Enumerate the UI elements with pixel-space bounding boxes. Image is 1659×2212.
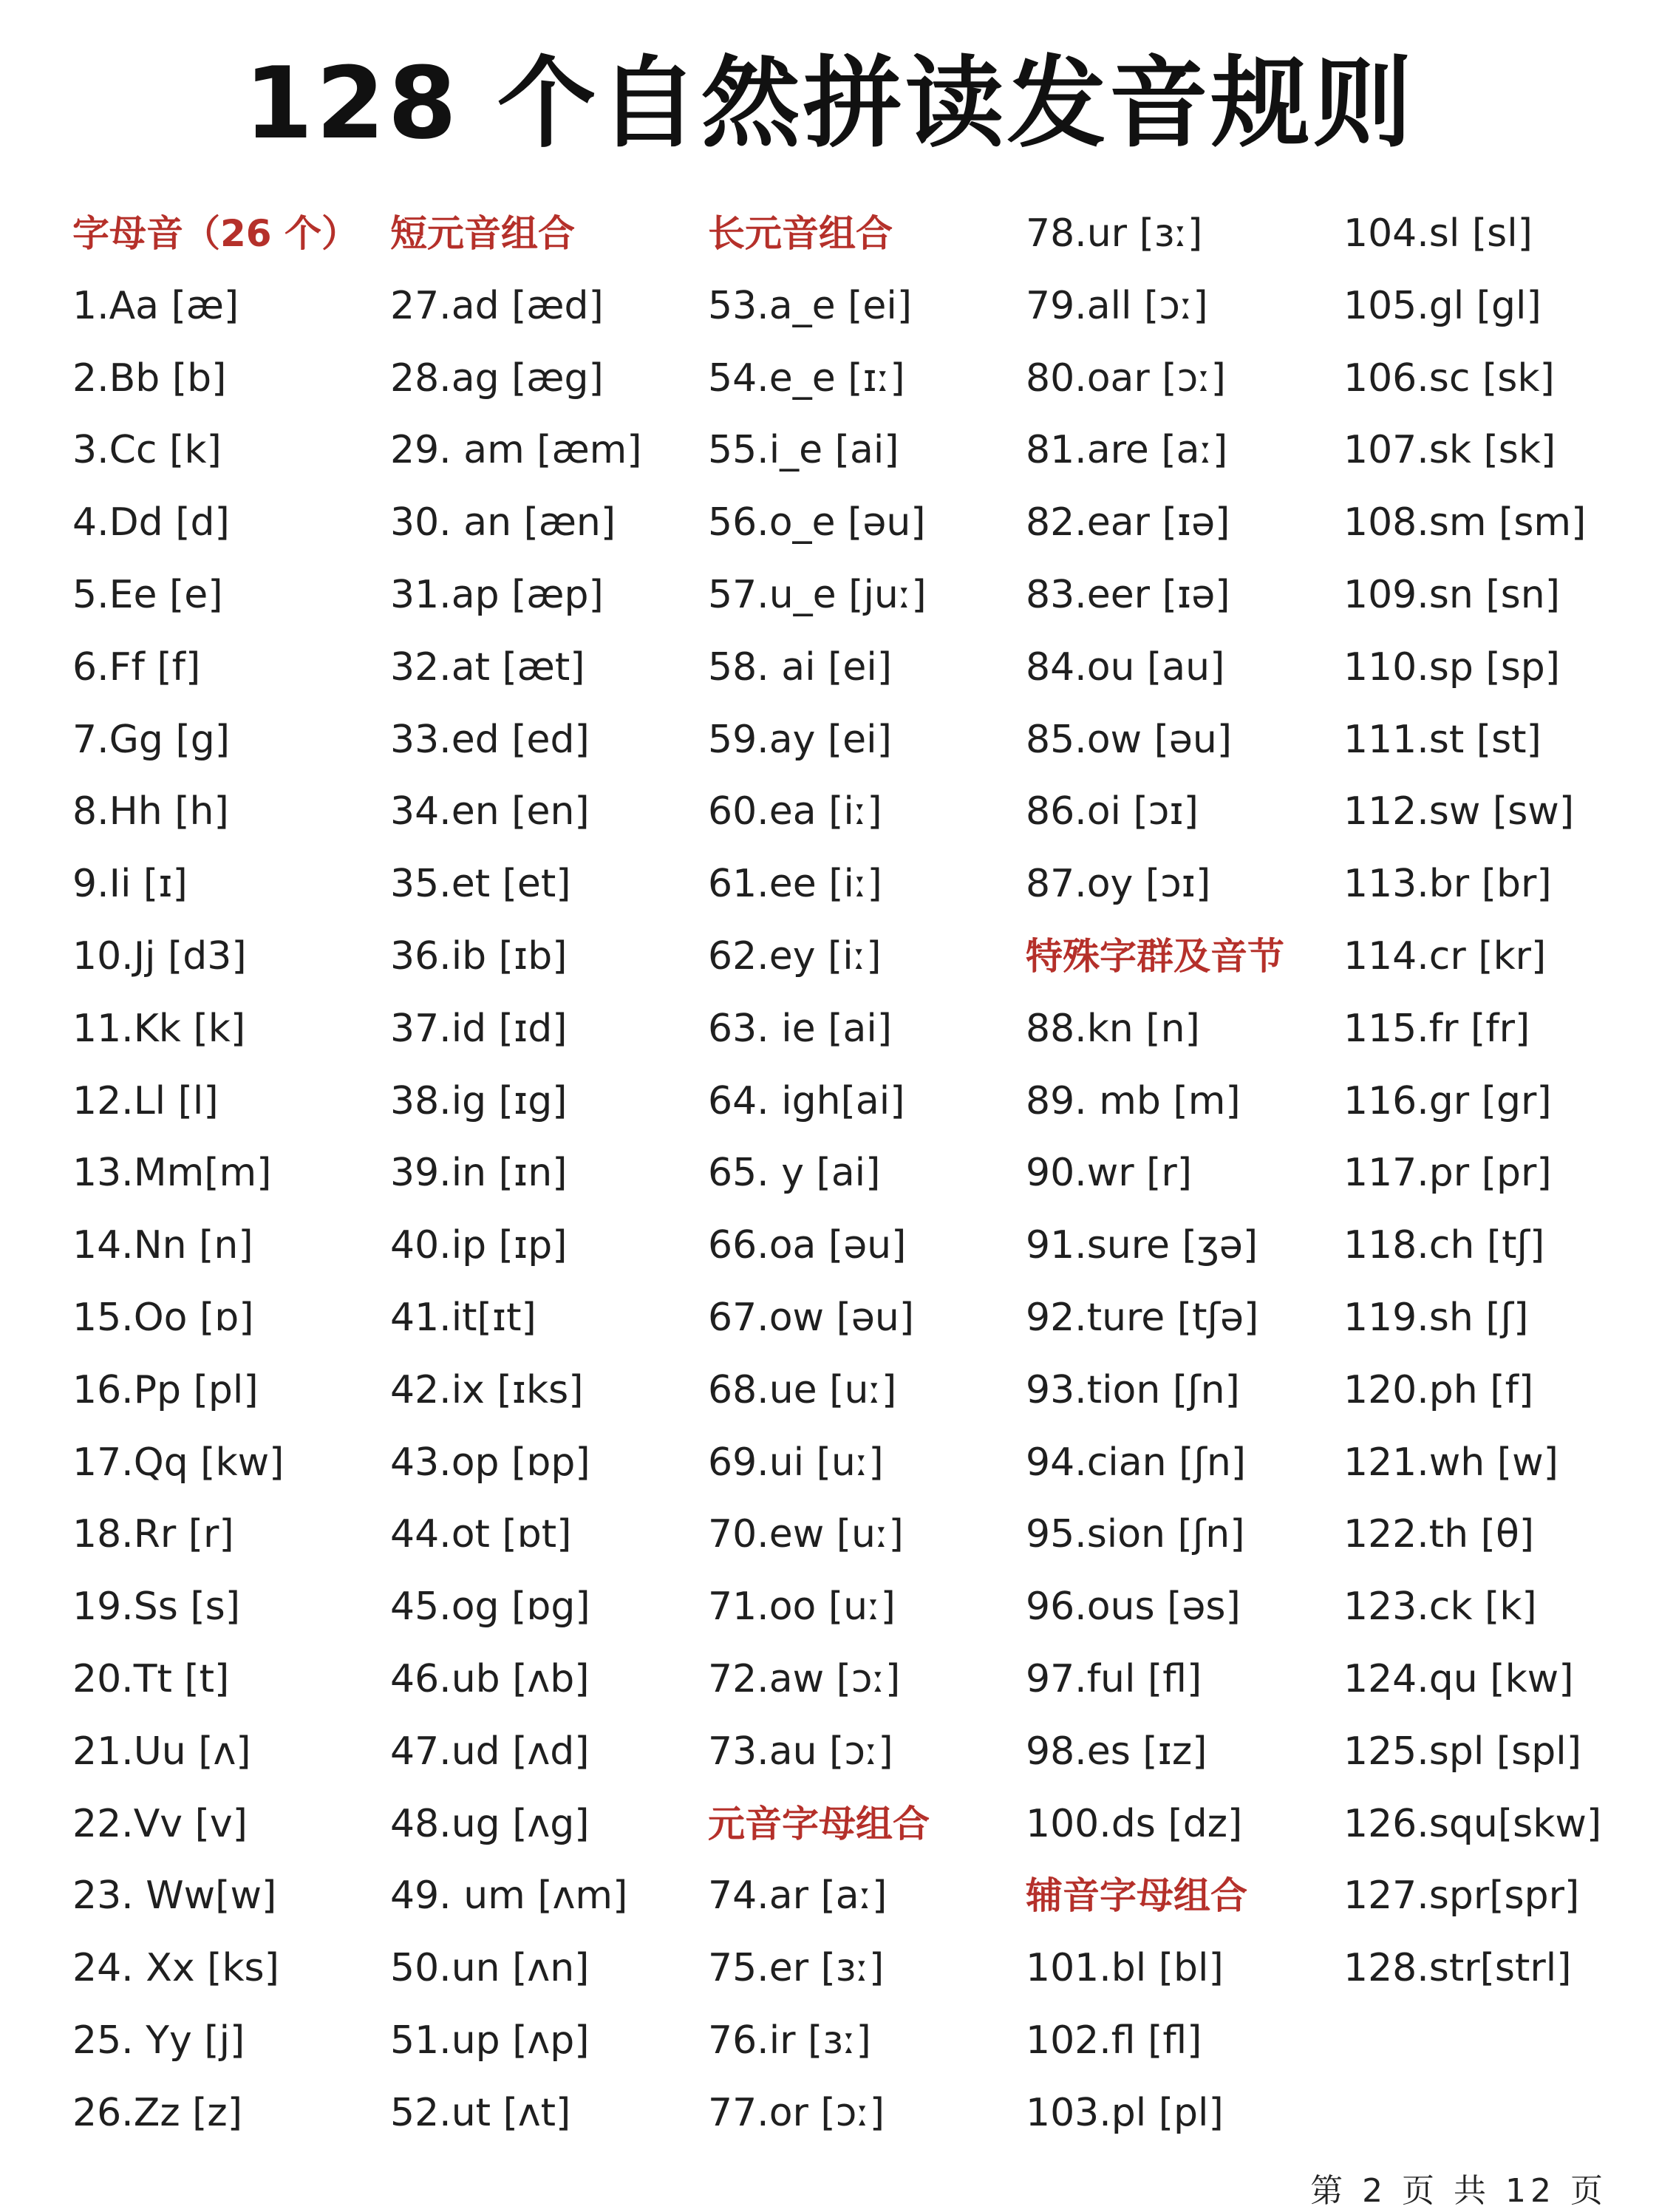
phonics-entry: 68.ue [uː]	[708, 1367, 897, 1412]
phonics-entry: 16.Pp [pl]	[72, 1367, 259, 1412]
phonics-entry: 105.gl [gl]	[1343, 283, 1542, 328]
phonics-entry: 62.ey [iː]	[708, 933, 882, 979]
phonics-entry: 75.er [ɜː]	[708, 1946, 885, 1991]
phonics-entry: 98.es [ɪz]	[1026, 1729, 1207, 1774]
phonics-entry: 73.au [ɔː]	[708, 1729, 893, 1774]
phonics-entry: 87.oy [ɔɪ]	[1026, 862, 1211, 907]
phonics-entry: 84.ou [au]	[1026, 644, 1225, 690]
phonics-entry: 126.squ[skw]	[1343, 1801, 1602, 1846]
phonics-entry: 27.ad [æd]	[390, 283, 604, 328]
section-heading: 元音字母组合	[708, 1802, 930, 1845]
phonics-entry: 120.ph [f]	[1343, 1367, 1534, 1412]
phonics-entry: 88.kn [n]	[1026, 1006, 1200, 1051]
section-heading: 字母音（26 个）	[72, 212, 358, 255]
phonics-entry: 36.ib [ɪb]	[390, 933, 568, 979]
phonics-entry: 33.ed [ed]	[390, 717, 590, 762]
phonics-entry: 50.un [ʌn]	[390, 1946, 590, 1991]
phonics-table	[72, 198, 1654, 2149]
phonics-entry: 6.Ff [f]	[72, 644, 201, 690]
phonics-entry: 127.spr[spr]	[1343, 1874, 1580, 1919]
phonics-entry: 67.ow [əu]	[708, 1295, 915, 1340]
phonics-entry: 118.ch [tʃ]	[1343, 1223, 1545, 1268]
phonics-entry: 79.all [ɔː]	[1026, 283, 1208, 328]
phonics-entry: 77.or [ɔː]	[708, 2090, 885, 2135]
phonics-entry: 15.Oo [ɒ]	[72, 1295, 254, 1340]
phonics-entry: 91.sure [ʒə]	[1026, 1223, 1258, 1268]
phonics-entry: 92.ture [tʃə]	[1026, 1295, 1259, 1340]
phonics-entry: 76.ir [ɜː]	[708, 2018, 871, 2063]
phonics-entry: 83.eer [ɪə]	[1026, 572, 1230, 617]
column-5	[1343, 198, 1659, 2005]
phonics-entry: 71.oo [uː]	[708, 1585, 896, 1630]
phonics-entry: 1.Aa [æ]	[72, 283, 239, 328]
column-2	[390, 198, 708, 2150]
phonics-entry: 60.ea [iː]	[708, 789, 882, 834]
phonics-entry: 22.Vv [v]	[72, 1801, 248, 1846]
phonics-entry: 124.qu [kw]	[1343, 1656, 1574, 1701]
section-heading: 短元音组合	[390, 212, 575, 255]
phonics-entry: 51.up [ʌp]	[390, 2018, 590, 2063]
phonics-entry: 47.ud [ʌd]	[390, 1729, 590, 1774]
phonics-entry: 28.ag [æg]	[390, 355, 604, 401]
phonics-entry: 55.i_e [ai]	[708, 428, 899, 473]
phonics-entry: 109.sn [sn]	[1343, 572, 1560, 617]
phonics-entry: 125.spl [spl]	[1343, 1729, 1581, 1774]
phonics-entry: 107.sk [sk]	[1343, 428, 1556, 473]
phonics-entry: 72.aw [ɔː]	[708, 1656, 901, 1701]
phonics-entry: 113.br [br]	[1343, 862, 1552, 907]
phonics-entry: 48.ug [ʌg]	[390, 1801, 590, 1846]
phonics-entry: 14.Nn [n]	[72, 1223, 253, 1268]
phonics-entry: 41.it[ɪt]	[390, 1295, 536, 1340]
phonics-entry: 44.ot [ɒt]	[390, 1512, 572, 1557]
phonics-entry: 12.Ll [l]	[72, 1078, 219, 1123]
phonics-entry: 46.ub [ʌb]	[390, 1656, 590, 1701]
phonics-entry: 112.sw [sw]	[1343, 789, 1575, 834]
phonics-entry: 18.Rr [r]	[72, 1512, 234, 1557]
phonics-entry: 81.are [aː]	[1026, 428, 1228, 473]
phonics-entry: 8.Hh [h]	[72, 789, 229, 834]
phonics-entry: 57.u_e [juː]	[708, 572, 927, 617]
page-title: 128 个自然拼读发音规则	[244, 46, 1415, 161]
phonics-entry: 89. mb [m]	[1026, 1078, 1241, 1123]
phonics-entry: 19.Ss [s]	[72, 1585, 240, 1630]
phonics-entry: 35.et [et]	[390, 862, 571, 907]
phonics-entry: 116.gr [gr]	[1343, 1078, 1552, 1123]
phonics-entry: 114.cr [kr]	[1343, 933, 1547, 979]
phonics-entry: 69.ui [uː]	[708, 1440, 884, 1485]
phonics-entry: 42.ix [ɪks]	[390, 1367, 584, 1412]
phonics-entry: 56.o_e [əu]	[708, 500, 926, 545]
phonics-entry: 23. Ww[w]	[72, 1874, 277, 1919]
phonics-entry: 97.ful [fl]	[1026, 1656, 1202, 1701]
phonics-entry: 123.ck [k]	[1343, 1585, 1537, 1630]
phonics-entry: 101.bl [bl]	[1026, 1946, 1224, 1991]
phonics-entry: 78.ur [ɜː]	[1026, 211, 1203, 256]
phonics-entry: 93.tion [ʃn]	[1026, 1367, 1240, 1412]
phonics-entry: 80.oar [ɔː]	[1026, 355, 1226, 401]
phonics-entry: 10.Jj [d3]	[72, 933, 247, 979]
phonics-entry: 61.ee [iː]	[708, 862, 882, 907]
page-number: 第 2 页 共 12 页	[1310, 2172, 1607, 2210]
phonics-entry: 30. an [æn]	[390, 500, 616, 545]
phonics-entry: 31.ap [æp]	[390, 572, 604, 617]
column-4	[1026, 198, 1343, 2150]
phonics-entry: 110.sp [sp]	[1343, 644, 1561, 690]
phonics-entry: 63. ie [ai]	[708, 1006, 893, 1051]
phonics-entry: 96.ous [əs]	[1026, 1585, 1241, 1630]
phonics-entry: 17.Qq [kw]	[72, 1440, 285, 1485]
phonics-entry: 11.Kk [k]	[72, 1006, 246, 1051]
phonics-entry: 128.str[strl]	[1343, 1946, 1572, 1991]
phonics-entry: 32.at [æt]	[390, 644, 585, 690]
phonics-entry: 85.ow [əu]	[1026, 717, 1233, 762]
phonics-entry: 102.fl [fl]	[1026, 2018, 1202, 2063]
phonics-entry: 43.op [ɒp]	[390, 1440, 590, 1485]
phonics-entry: 24. Xx [ks]	[72, 1946, 279, 1991]
phonics-entry: 119.sh [ʃ]	[1343, 1295, 1529, 1340]
phonics-entry: 34.en [en]	[390, 789, 590, 834]
phonics-entry: 29. am [æm]	[390, 428, 642, 473]
phonics-entry: 52.ut [ʌt]	[390, 2090, 571, 2135]
phonics-entry: 121.wh [w]	[1343, 1440, 1558, 1485]
phonics-entry: 2.Bb [b]	[72, 355, 227, 401]
section-heading: 辅音字母组合	[1026, 1874, 1247, 1918]
phonics-entry: 111.st [st]	[1343, 717, 1542, 762]
phonics-entry: 94.cian [ʃn]	[1026, 1440, 1247, 1485]
phonics-entry: 104.sl [sl]	[1343, 211, 1533, 256]
phonics-entry: 39.in [ɪn]	[390, 1151, 568, 1196]
phonics-entry: 64. igh[ai]	[708, 1078, 905, 1123]
phonics-entry: 74.ar [aː]	[708, 1874, 888, 1919]
phonics-entry: 53.a_e [ei]	[708, 283, 913, 328]
phonics-entry: 65. y [ai]	[708, 1151, 881, 1196]
phonics-entry: 25. Yy [j]	[72, 2018, 245, 2063]
phonics-entry: 59.ay [ei]	[708, 717, 892, 762]
phonics-entry: 5.Ee [e]	[72, 572, 223, 617]
phonics-entry: 117.pr [pr]	[1343, 1151, 1552, 1196]
phonics-entry: 100.ds [dz]	[1026, 1801, 1243, 1846]
phonics-entry: 58. ai [ei]	[708, 644, 893, 690]
phonics-entry: 108.sm [sm]	[1343, 500, 1587, 545]
phonics-entry: 40.ip [ɪp]	[390, 1223, 568, 1268]
phonics-entry: 37.id [ɪd]	[390, 1006, 568, 1051]
phonics-entry: 103.pl [pl]	[1026, 2090, 1224, 2135]
phonics-entry: 21.Uu [ʌ]	[72, 1729, 251, 1774]
column-3	[708, 198, 1026, 2150]
phonics-entry: 4.Dd [d]	[72, 500, 230, 545]
phonics-entry: 66.oa [əu]	[708, 1223, 907, 1268]
phonics-entry: 9.Ii [ɪ]	[72, 862, 188, 907]
phonics-entry: 13.Mm[m]	[72, 1151, 272, 1196]
phonics-entry: 45.og [ɒg]	[390, 1585, 590, 1630]
phonics-entry: 106.sc [sk]	[1343, 355, 1555, 401]
phonics-entry: 3.Cc [k]	[72, 428, 222, 473]
phonics-entry: 38.ig [ɪg]	[390, 1078, 568, 1123]
section-heading: 特殊字群及音节	[1026, 934, 1284, 978]
phonics-entry: 90.wr [r]	[1026, 1151, 1193, 1196]
phonics-entry: 70.ew [uː]	[708, 1512, 904, 1557]
phonics-entry: 122.th [θ]	[1343, 1512, 1535, 1557]
column-1	[72, 198, 390, 2150]
section-heading: 长元音组合	[708, 212, 893, 255]
phonics-entry: 82.ear [ɪə]	[1026, 500, 1230, 545]
phonics-entry: 54.e_e [ɪː]	[708, 355, 905, 401]
phonics-entry: 49. um [ʌm]	[390, 1874, 628, 1919]
phonics-entry: 20.Tt [t]	[72, 1656, 230, 1701]
phonics-entry: 95.sion [ʃn]	[1026, 1512, 1245, 1557]
phonics-entry: 86.oi [ɔɪ]	[1026, 789, 1199, 834]
phonics-entry: 7.Gg [g]	[72, 717, 231, 762]
phonics-entry: 26.Zz [z]	[72, 2090, 243, 2135]
phonics-entry: 115.fr [fr]	[1343, 1006, 1530, 1051]
